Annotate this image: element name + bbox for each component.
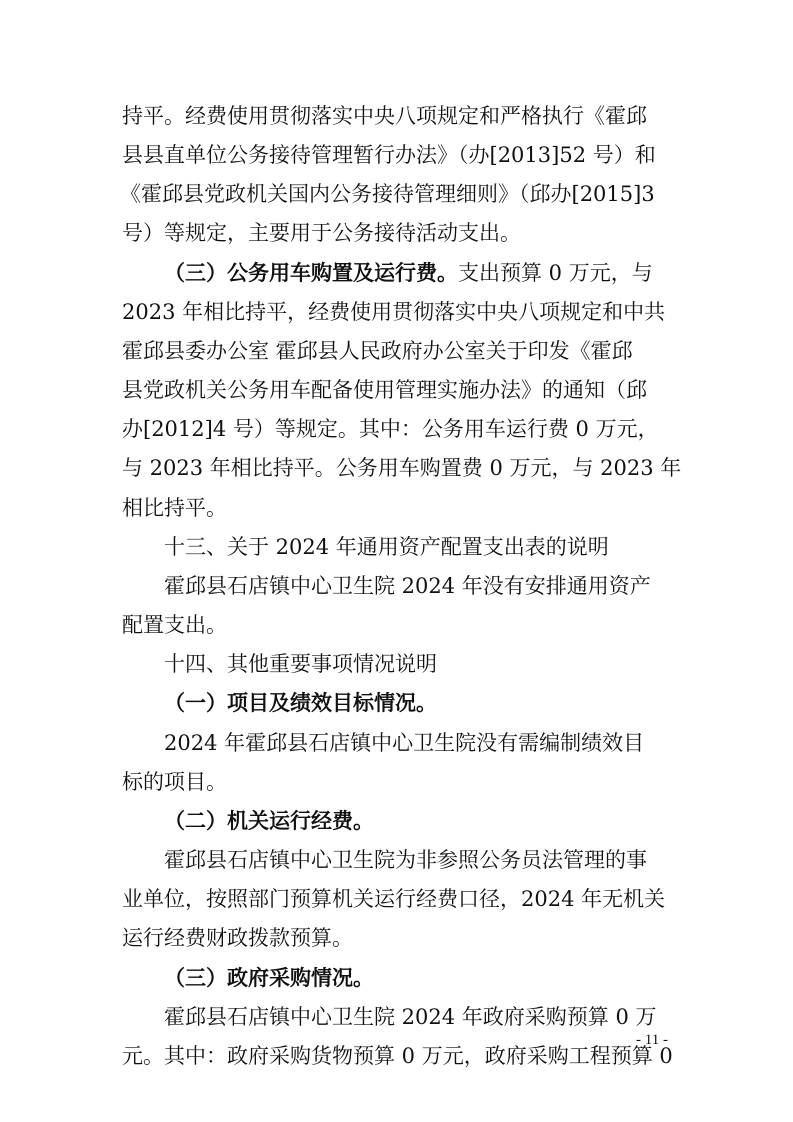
paragraph-line: 办[2012]4 号）等规定。其中：公务用车运行费 0 万元， [122, 417, 659, 441]
paragraph-line: 霍邱县石店镇中心卫生院为非参照公务员法管理的事 [164, 848, 647, 872]
paragraph-line: 业单位，按照部门预算机关运行经费口径，2024 年无机关 [122, 887, 666, 911]
subsection-heading: （三）政府采购情况。 [164, 965, 374, 990]
section-heading-inline: （三）公务用车购置及运行费。 [164, 260, 458, 285]
paragraph-line: 霍邱县委办公室 霍邱县人民政府办公室关于印发《霍邱 [122, 339, 633, 363]
paragraph-line: 霍邱县石店镇中心卫生院 2024 年没有安排通用资产 [164, 574, 651, 598]
paragraph-line [164, 260, 653, 286]
paragraph-line: 县党政机关公务用车配备使用管理实施办法》的通知（邱 [122, 378, 647, 402]
paragraph-line: 县县直单位公务接待管理暂行办法》（办[2013]52 号）和 [122, 143, 656, 167]
section-heading: 十三、关于 2024 年通用资产配置支出表的说明 [164, 535, 609, 559]
paragraph-line: 与 2023 年相比持平。公务用车购置费 0 万元，与 2023 年 [122, 456, 682, 480]
paragraph-line: 持平。经费使用贯彻落实中央八项规定和严格执行《霍邱 [122, 104, 647, 128]
section-heading: 十四、其他重要事项情况说明 [164, 652, 437, 676]
paragraph-line: 《霍邱县党政机关国内公务接待管理细则》（邱办[2015]3 [120, 182, 655, 206]
paragraph-line: 标的项目。 [122, 770, 227, 794]
paragraph-line: 号）等规定，主要用于公务接待活动支出。 [122, 221, 521, 245]
paragraph-line: 元。其中：政府采购货物预算 0 万元，政府采购工程预算 0 [122, 1044, 673, 1068]
subsection-heading: （二）机关运行经费。 [164, 808, 374, 833]
paragraph-line: 相比持平。 [122, 496, 227, 520]
paragraph-text: 支出预算 0 万元，与 [458, 261, 653, 285]
paragraph-line: 2024 年霍邱县石店镇中心卫生院没有需编制绩效目 [164, 731, 645, 755]
subsection-heading: （一）项目及绩效目标情况。 [164, 690, 437, 715]
page-number: - 11 - [636, 1032, 668, 1048]
paragraph-line: 运行经费财政拨款预算。 [122, 926, 353, 950]
paragraph-line: 2023 年相比持平，经费使用贯彻落实中央八项规定和中共 [122, 300, 666, 324]
paragraph-line: 配置支出。 [122, 613, 227, 637]
paragraph-line: 霍邱县石店镇中心卫生院 2024 年政府采购预算 0 万 [164, 1005, 657, 1029]
